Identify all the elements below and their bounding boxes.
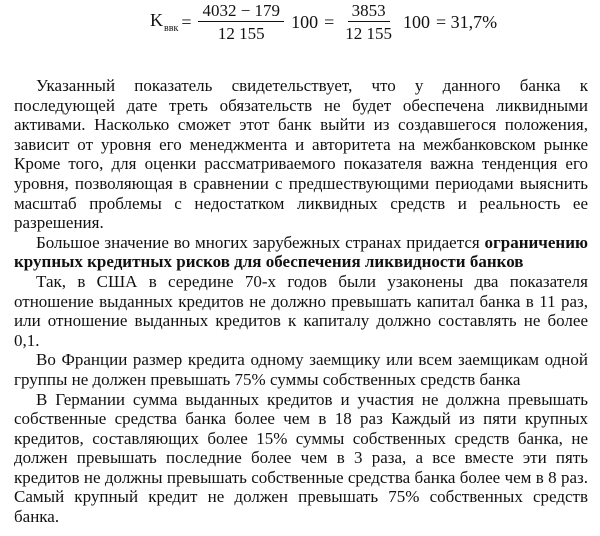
fraction-2-numerator: 3853 bbox=[348, 2, 390, 22]
fraction-1-denominator: 12 155 bbox=[217, 24, 265, 43]
formula-multiplier-1: 100 bbox=[291, 12, 319, 32]
formula-multiplier-2: 100 bbox=[402, 12, 430, 32]
paragraph: Так, в США в середине 70-х годов были узаконены два показателя отношение выданных кредитов не должно превышать капитал банка в 11 раз, или отношение выданных кредитов к капиталу должно составлять не более 0,1. bbox=[14, 271, 588, 350]
paragraph-text: Большое значение во многих зарубежных странах придается bbox=[36, 232, 485, 252]
formula-equals-1: = bbox=[181, 12, 192, 32]
liquidity-formula bbox=[150, 2, 500, 42]
formula-fraction-2 bbox=[341, 2, 396, 42]
body-text bbox=[14, 76, 588, 527]
fraction-2-denominator: 12 155 bbox=[345, 24, 392, 43]
formula-fraction-1 bbox=[198, 2, 284, 42]
formula-subscript: ввк bbox=[164, 22, 179, 34]
formula-result: = 31,7% bbox=[435, 12, 498, 32]
fraction-1-numerator: 4032 − 179 bbox=[198, 2, 284, 22]
formula-equals-2: = bbox=[324, 12, 335, 32]
paragraph-bold-text: ограничению крупных кредитных рисков для обеспечения ликвидности банков bbox=[14, 232, 588, 272]
paragraph bbox=[14, 233, 588, 272]
formula-symbol: $K_{ввк}$ bbox=[150, 9, 179, 34]
paragraph: Указанный показатель свидетельствует, что у данного банка к последующей дате треть обязательств не будет обеспечена ликвидными активами. Насколько сможет этот банк выйти из создавшегося положения, зависит от уровня его менеджмента и авторитета на межбанковском рынке Кроме того, для оценки рассматриваемого показателя важна тенденция его уровня, позволяющая в сравнении с предшествующими периодами выяснить масштаб проблемы с недостатком ликвидных средств и реальность ее разрешения. bbox=[14, 76, 588, 233]
paragraph: В Германии сумма выданных кредитов и участия не должна превышать собственные средства банка более чем в 18 раз Каждый из пяти крупных кредитов, составляющих более 15% суммы собственных средств банка, не должен превышать последние более чем в 3 раза, а все вместе эти пять кредитов не должны превышать собственные средства банка более чем в 8 раз. Самый крупный кредит не должен превышать 75% собственных средств банка. bbox=[14, 389, 588, 527]
paragraph: Во Франции размер кредита одному заемщику или всем заемщикам одной группы не должен превышать 75% суммы собственных средств банка bbox=[14, 350, 588, 389]
